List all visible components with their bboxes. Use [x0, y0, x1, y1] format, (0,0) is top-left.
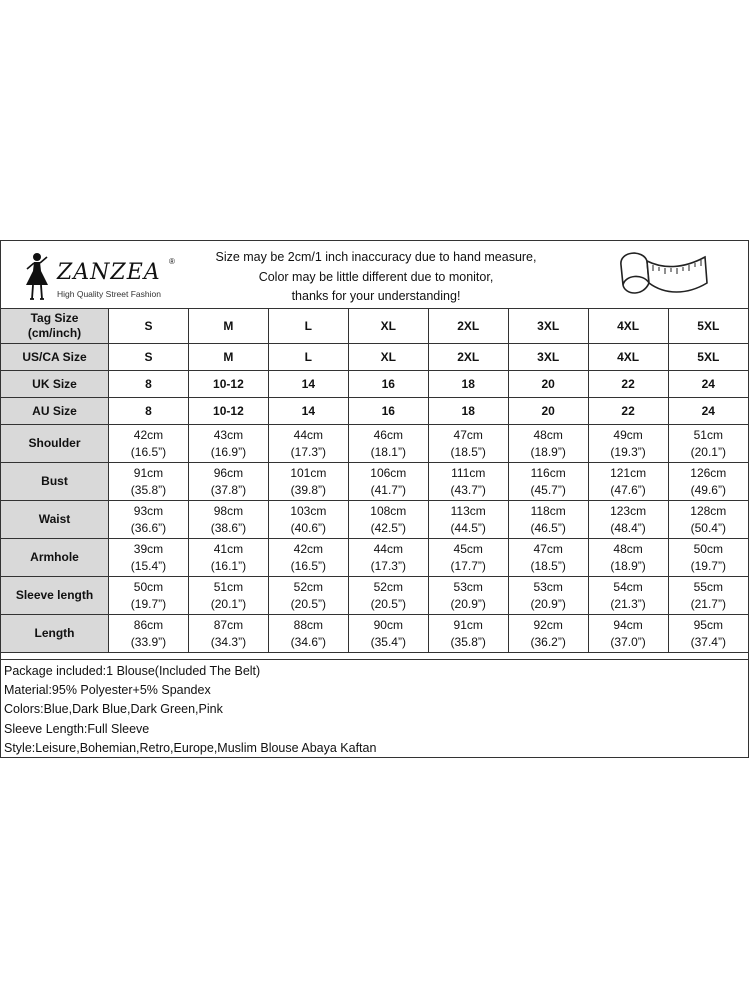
size-cell: 4XL — [588, 309, 668, 344]
cell-text: (34.6”) — [290, 634, 327, 649]
size-cell — [188, 615, 268, 653]
table-row — [1, 539, 748, 577]
cell-text: 96cm — [213, 465, 244, 480]
info-line: Sleeve Length:Full Sleeve — [4, 721, 150, 736]
cell-text: (16.5”) — [290, 558, 327, 573]
table-row — [1, 344, 748, 371]
cell-text: (36.6”) — [130, 520, 167, 535]
size-cell — [588, 539, 668, 577]
cell-text: (17.7”) — [450, 558, 486, 573]
cell-text: 93cm — [133, 503, 164, 518]
row-label-text: Sleeve length — [15, 588, 94, 602]
cell-text: (18.5”) — [450, 444, 486, 459]
cell-text: (37.8”) — [210, 482, 247, 497]
size-cell — [109, 615, 189, 653]
cell-text: 116cm — [530, 465, 566, 480]
cell-text: 87cm — [213, 617, 244, 632]
cell-text: (18.1”) — [370, 444, 406, 459]
brand-logo — [19, 249, 189, 303]
cell-text: 50cm — [693, 541, 723, 556]
size-cell: 24 — [668, 398, 748, 425]
cell-text: 39cm — [133, 541, 164, 556]
cell-text: 123cm — [610, 503, 647, 518]
row-label-text: Waist — [38, 512, 71, 526]
info-line: Material:95% Polyester+5% Spandex — [4, 683, 211, 698]
size-cell — [348, 425, 428, 463]
size-cell: L — [268, 344, 348, 371]
cell-text: 92cm — [533, 617, 563, 632]
cell-text: (41.7”) — [370, 482, 406, 497]
cell-text: 90cm — [373, 617, 403, 632]
cell-text: (43.7”) — [450, 482, 486, 497]
size-cell — [668, 539, 748, 577]
cell-text: (35.8”) — [450, 634, 486, 649]
size-cell — [348, 501, 428, 539]
row-label — [1, 425, 109, 463]
cell-text: 48cm — [533, 427, 563, 442]
size-cell — [668, 463, 748, 501]
size-cell — [668, 425, 748, 463]
product-info — [1, 659, 748, 758]
size-cell — [268, 577, 348, 615]
cell-text: 88cm — [293, 617, 324, 632]
cell-text: 52cm — [293, 579, 324, 594]
size-cell: 20 — [508, 398, 588, 425]
cell-text: (34.3”) — [210, 634, 247, 649]
size-cell — [188, 501, 268, 539]
row-label-text: Bust — [41, 474, 68, 488]
row-label-text: Length — [34, 626, 75, 640]
cell-text: 55cm — [693, 579, 723, 594]
size-cell — [268, 615, 348, 653]
cell-text: (48.4”) — [610, 520, 646, 535]
size-cell — [109, 463, 189, 501]
cell-text: 42cm — [133, 427, 164, 442]
notice-line: thanks for your understanding! — [291, 289, 461, 303]
cell-text: 47cm — [453, 427, 483, 442]
cell-text: (20.1”) — [690, 444, 726, 459]
size-cell — [508, 501, 588, 539]
table-row — [1, 463, 748, 501]
size-cell — [508, 539, 588, 577]
size-cell: S — [109, 344, 189, 371]
cell-text: (20.5”) — [290, 596, 327, 611]
cell-text: 126cm — [690, 465, 727, 480]
size-cell: M — [188, 344, 268, 371]
cell-text: 47cm — [533, 541, 563, 556]
size-cell — [188, 425, 268, 463]
size-table — [1, 309, 748, 653]
size-cell: 16 — [348, 398, 428, 425]
size-cell — [268, 501, 348, 539]
size-cell: M — [188, 309, 268, 344]
size-cell: 8 — [109, 371, 189, 398]
cell-text: (37.4”) — [690, 634, 726, 649]
row-label-text: Shoulder — [28, 436, 81, 450]
cell-text: (37.0”) — [610, 634, 646, 649]
cell-text: 101cm — [290, 465, 327, 480]
size-cell — [428, 501, 508, 539]
size-chart — [0, 240, 749, 758]
size-cell — [588, 615, 668, 653]
size-cell: 18 — [428, 371, 508, 398]
cell-text: (21.7”) — [690, 596, 726, 611]
size-cell: L — [268, 309, 348, 344]
row-label — [1, 501, 109, 539]
size-cell: 10-12 — [188, 371, 268, 398]
row-label-text: UK Size — [32, 376, 77, 391]
cell-text: 121cm — [610, 465, 647, 480]
cell-text: 94cm — [613, 617, 643, 632]
row-label — [1, 309, 109, 344]
size-cell: 22 — [588, 371, 668, 398]
size-cell: 14 — [268, 398, 348, 425]
info-line: Colors:Blue,Dark Blue,Dark Green,Pink — [4, 702, 223, 717]
info-line: Package included:1 Blouse(Included The Belt) — [4, 664, 261, 678]
size-cell — [348, 615, 428, 653]
row-label — [1, 398, 109, 425]
cell-text: 103cm — [290, 503, 327, 518]
row-label-text: US/CA Size — [22, 349, 87, 364]
size-cell: 8 — [109, 398, 189, 425]
size-cell — [268, 425, 348, 463]
size-cell — [508, 463, 588, 501]
cell-text: 45cm — [453, 541, 483, 556]
size-cell — [428, 615, 508, 653]
size-cell: 14 — [268, 371, 348, 398]
cell-text: 54cm — [613, 579, 643, 594]
cell-text: 106cm — [370, 465, 407, 480]
size-cell — [428, 577, 508, 615]
cell-text: 128cm — [690, 503, 727, 518]
size-cell: 24 — [668, 371, 748, 398]
tape-measure-icon — [613, 243, 713, 307]
cell-text: (36.2”) — [530, 634, 566, 649]
size-cell: 22 — [588, 398, 668, 425]
cell-text: 49cm — [613, 427, 643, 442]
size-cell — [109, 501, 189, 539]
table-row — [1, 371, 748, 398]
cell-text: 98cm — [213, 503, 244, 518]
info-line: Style:Leisure,Bohemian,Retro,Europe,Muslim Blouse Abaya Kaftan — [4, 740, 377, 755]
size-cell: 20 — [508, 371, 588, 398]
cell-text: 113cm — [450, 503, 486, 518]
cell-text: (44.5”) — [450, 520, 486, 535]
cell-text: (15.4”) — [130, 558, 167, 573]
row-label-text: Armhole — [30, 550, 79, 564]
registered-mark: ® — [169, 257, 175, 266]
cell-text: (35.4”) — [370, 634, 406, 649]
cell-text: (21.3”) — [610, 596, 646, 611]
cell-text: (39.8”) — [290, 482, 327, 497]
row-label — [1, 539, 109, 577]
brand-name: ZANZEA — [57, 260, 161, 285]
size-cell: 5XL — [668, 344, 748, 371]
cell-text: (20.9”) — [450, 596, 486, 611]
size-cell — [348, 577, 428, 615]
cell-text: 51cm — [693, 427, 723, 442]
size-cell — [588, 577, 668, 615]
cell-text: (38.6”) — [210, 520, 247, 535]
row-label — [1, 344, 109, 371]
measurement-notice — [191, 248, 561, 307]
cell-text: 91cm — [133, 465, 164, 480]
table-row — [1, 398, 748, 425]
table-row — [1, 615, 748, 653]
cell-text: 51cm — [213, 579, 244, 594]
size-cell — [109, 539, 189, 577]
row-label-text: AU Size — [32, 403, 77, 418]
cell-text: 86cm — [133, 617, 164, 632]
table-row — [1, 501, 748, 539]
table-row — [1, 577, 748, 615]
size-cell — [428, 425, 508, 463]
brand-tagline: High Quality Street Fashion — [57, 289, 161, 299]
chart-header — [1, 241, 748, 309]
row-label-text: (cm/inch) — [27, 326, 82, 340]
cell-text: 53cm — [453, 579, 483, 594]
size-cell: XL — [348, 344, 428, 371]
size-cell — [508, 425, 588, 463]
cell-text: (17.3”) — [290, 444, 327, 459]
size-cell: 3XL — [508, 344, 588, 371]
cell-text: (19.3”) — [610, 444, 646, 459]
size-cell: 2XL — [428, 344, 508, 371]
size-cell: 16 — [348, 371, 428, 398]
size-cell: 4XL — [588, 344, 668, 371]
cell-text: (19.7”) — [690, 558, 726, 573]
cell-text: 108cm — [370, 503, 407, 518]
row-label-text: Tag Size — [30, 311, 79, 325]
size-cell — [588, 501, 668, 539]
cell-text: 41cm — [213, 541, 244, 556]
notice-line: Color may be little different due to monitor, — [258, 269, 494, 284]
cell-text: (20.5”) — [370, 596, 406, 611]
size-cell — [588, 463, 668, 501]
cell-text: (17.3”) — [370, 558, 406, 573]
cell-text: 53cm — [533, 579, 563, 594]
woman-silhouette-icon — [19, 249, 55, 303]
cell-text: (16.5”) — [130, 444, 167, 459]
size-cell — [508, 615, 588, 653]
cell-text: (35.8”) — [130, 482, 167, 497]
size-cell — [668, 577, 748, 615]
size-cell: 5XL — [668, 309, 748, 344]
size-cell: 2XL — [428, 309, 508, 344]
cell-text: 95cm — [693, 617, 723, 632]
size-cell — [188, 539, 268, 577]
size-cell: XL — [348, 309, 428, 344]
size-cell: 10-12 — [188, 398, 268, 425]
size-cell — [588, 425, 668, 463]
size-cell — [348, 539, 428, 577]
cell-text: (18.5”) — [530, 558, 566, 573]
size-cell — [428, 463, 508, 501]
size-cell — [428, 539, 508, 577]
size-cell: 18 — [428, 398, 508, 425]
size-cell — [188, 577, 268, 615]
cell-text: (46.5”) — [530, 520, 566, 535]
cell-text: (33.9”) — [130, 634, 167, 649]
cell-text: (50.4”) — [690, 520, 726, 535]
row-label — [1, 463, 109, 501]
size-cell: 3XL — [508, 309, 588, 344]
cell-text: (49.6”) — [690, 482, 726, 497]
cell-text: (45.7”) — [530, 482, 566, 497]
cell-text: (47.6”) — [610, 482, 646, 497]
cell-text: 42cm — [293, 541, 324, 556]
notice-line: Size may be 2cm/1 inch inaccuracy due to hand measure, — [215, 250, 537, 264]
cell-text: (18.9”) — [610, 558, 646, 573]
row-label — [1, 577, 109, 615]
cell-text: 48cm — [613, 541, 643, 556]
cell-text: 44cm — [373, 541, 403, 556]
cell-text: 118cm — [530, 503, 566, 518]
cell-text: (20.1”) — [210, 596, 247, 611]
cell-text: (19.7”) — [130, 596, 167, 611]
size-cell — [348, 463, 428, 501]
cell-text: 46cm — [373, 427, 403, 442]
cell-text: 111cm — [451, 465, 486, 480]
size-cell: S — [109, 309, 189, 344]
cell-text: 43cm — [213, 427, 244, 442]
cell-text: (42.5”) — [370, 520, 406, 535]
size-cell — [188, 463, 268, 501]
table-row — [1, 425, 748, 463]
row-label — [1, 615, 109, 653]
size-cell — [508, 577, 588, 615]
cell-text: 91cm — [453, 617, 483, 632]
cell-text: 50cm — [133, 579, 164, 594]
cell-text: (40.6”) — [290, 520, 327, 535]
size-cell — [109, 577, 189, 615]
size-cell — [668, 501, 748, 539]
cell-text: (18.9”) — [530, 444, 566, 459]
size-cell — [268, 463, 348, 501]
cell-text: 52cm — [373, 579, 403, 594]
table-row — [1, 309, 748, 344]
size-cell — [668, 615, 748, 653]
size-cell — [109, 425, 189, 463]
cell-text: (16.9”) — [210, 444, 247, 459]
size-cell — [268, 539, 348, 577]
cell-text: (20.9”) — [530, 596, 566, 611]
cell-text: (16.1”) — [210, 558, 247, 573]
cell-text: 44cm — [293, 427, 324, 442]
row-label — [1, 371, 109, 398]
